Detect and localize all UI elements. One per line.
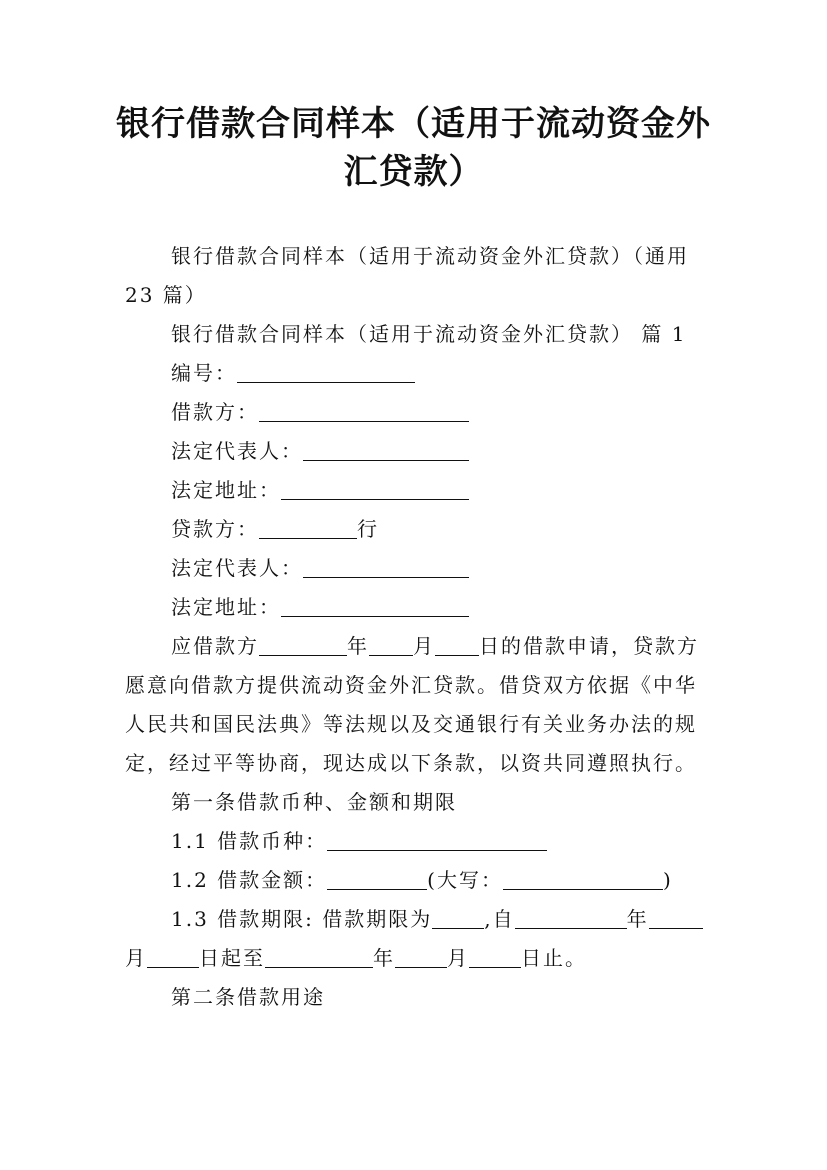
field-lender-addr-blank <box>281 596 469 617</box>
intro-paragraph <box>125 627 703 783</box>
field-borrower-addr-blank <box>281 479 469 500</box>
article1-amount-caps-blank <box>503 869 663 890</box>
field-borrower <box>125 393 703 432</box>
field-lender-label: 贷款方： <box>171 517 259 541</box>
field-number <box>125 354 703 393</box>
document-title: 银行借款合同样本（适用于流动资金外汇贷款） <box>116 104 711 192</box>
intro-month: 月 <box>413 634 435 658</box>
section-title-text: 银行借款合同样本（适用于流动资金外汇贷款） 篇 1 <box>171 322 687 346</box>
article1-term-month: 月 <box>125 946 147 970</box>
subtitle-line-2: 23 篇） <box>125 283 207 307</box>
article1-term-month2: 月 <box>447 946 469 970</box>
article1-term-day-from: 日起至 <box>199 946 265 970</box>
field-lender-blank <box>259 518 357 539</box>
field-borrower-rep-blank <box>303 440 469 461</box>
field-lender-rep-label: 法定代表人： <box>171 556 303 580</box>
article1-currency <box>125 822 703 861</box>
field-borrower-blank <box>259 401 469 422</box>
intro-year: 年 <box>347 634 369 658</box>
article1-term-from: ,自 <box>484 907 515 931</box>
field-borrower-label: 借款方： <box>171 400 259 424</box>
article1-heading: 第一条借款币种、金额和期限 <box>171 790 457 814</box>
intro-rest: 日的借款申请，贷款方愿意向借款方提供流动资金外汇贷款。借贷双方依据《中华人民共和国民法典》等法规以及交通银行有关业务办法的规定，经过平等协商，现达成以下条款，以资共同遵照执行。 <box>125 634 699 775</box>
field-lender-suffix: 行 <box>357 517 379 541</box>
article1-currency-blank <box>327 830 547 851</box>
article1-term-blank <box>432 908 484 929</box>
article1-amount-blank <box>327 869 427 890</box>
article2-heading: 第二条借款用途 <box>171 985 325 1009</box>
article1-term-day-end: 日止。 <box>521 946 587 970</box>
field-number-blank <box>237 362 415 383</box>
article1-amount-caps-open: (大写： <box>427 868 503 892</box>
intro-day-blank <box>435 635 479 656</box>
article1-term <box>125 900 703 978</box>
field-lender-addr <box>125 588 703 627</box>
subtitle-paragraph <box>125 237 703 315</box>
article1-from-day-blank <box>147 947 199 968</box>
article1-currency-label: 1.1 借款币种： <box>171 829 328 853</box>
intro-month-blank <box>369 635 413 656</box>
intro-year-blank <box>259 635 347 656</box>
field-borrower-rep <box>125 432 703 471</box>
article1-from-year-blank <box>515 908 627 929</box>
field-lender-rep-blank <box>303 557 469 578</box>
article1-term-label: 1.3 借款期限: 借款期限为 <box>171 907 433 931</box>
field-number-label: 编号： <box>171 361 237 385</box>
field-borrower-addr <box>125 471 703 510</box>
article1-term-year: 年 <box>626 907 649 931</box>
article1-from-month-blank <box>649 908 703 929</box>
article1-to-day-blank <box>469 947 521 968</box>
field-borrower-addr-label: 法定地址： <box>171 478 281 502</box>
article1-to-month-blank <box>395 947 447 968</box>
field-borrower-rep-label: 法定代表人： <box>171 439 303 463</box>
intro-part1: 应借款方 <box>171 634 259 658</box>
field-lender <box>125 510 703 549</box>
article1-term-year2: 年 <box>373 946 395 970</box>
article1-amount-caps-close: ) <box>662 868 673 892</box>
document-body <box>125 237 703 1017</box>
section-title <box>125 315 703 354</box>
article1-to-year-blank <box>265 947 373 968</box>
subtitle-line-1: 银行借款合同样本（适用于流动资金外汇贷款）（通用 <box>171 244 689 268</box>
field-lender-rep <box>125 549 703 588</box>
field-lender-addr-label: 法定地址： <box>171 595 281 619</box>
article1-amount-label: 1.2 借款金额： <box>171 868 328 892</box>
article1-amount <box>125 861 703 900</box>
